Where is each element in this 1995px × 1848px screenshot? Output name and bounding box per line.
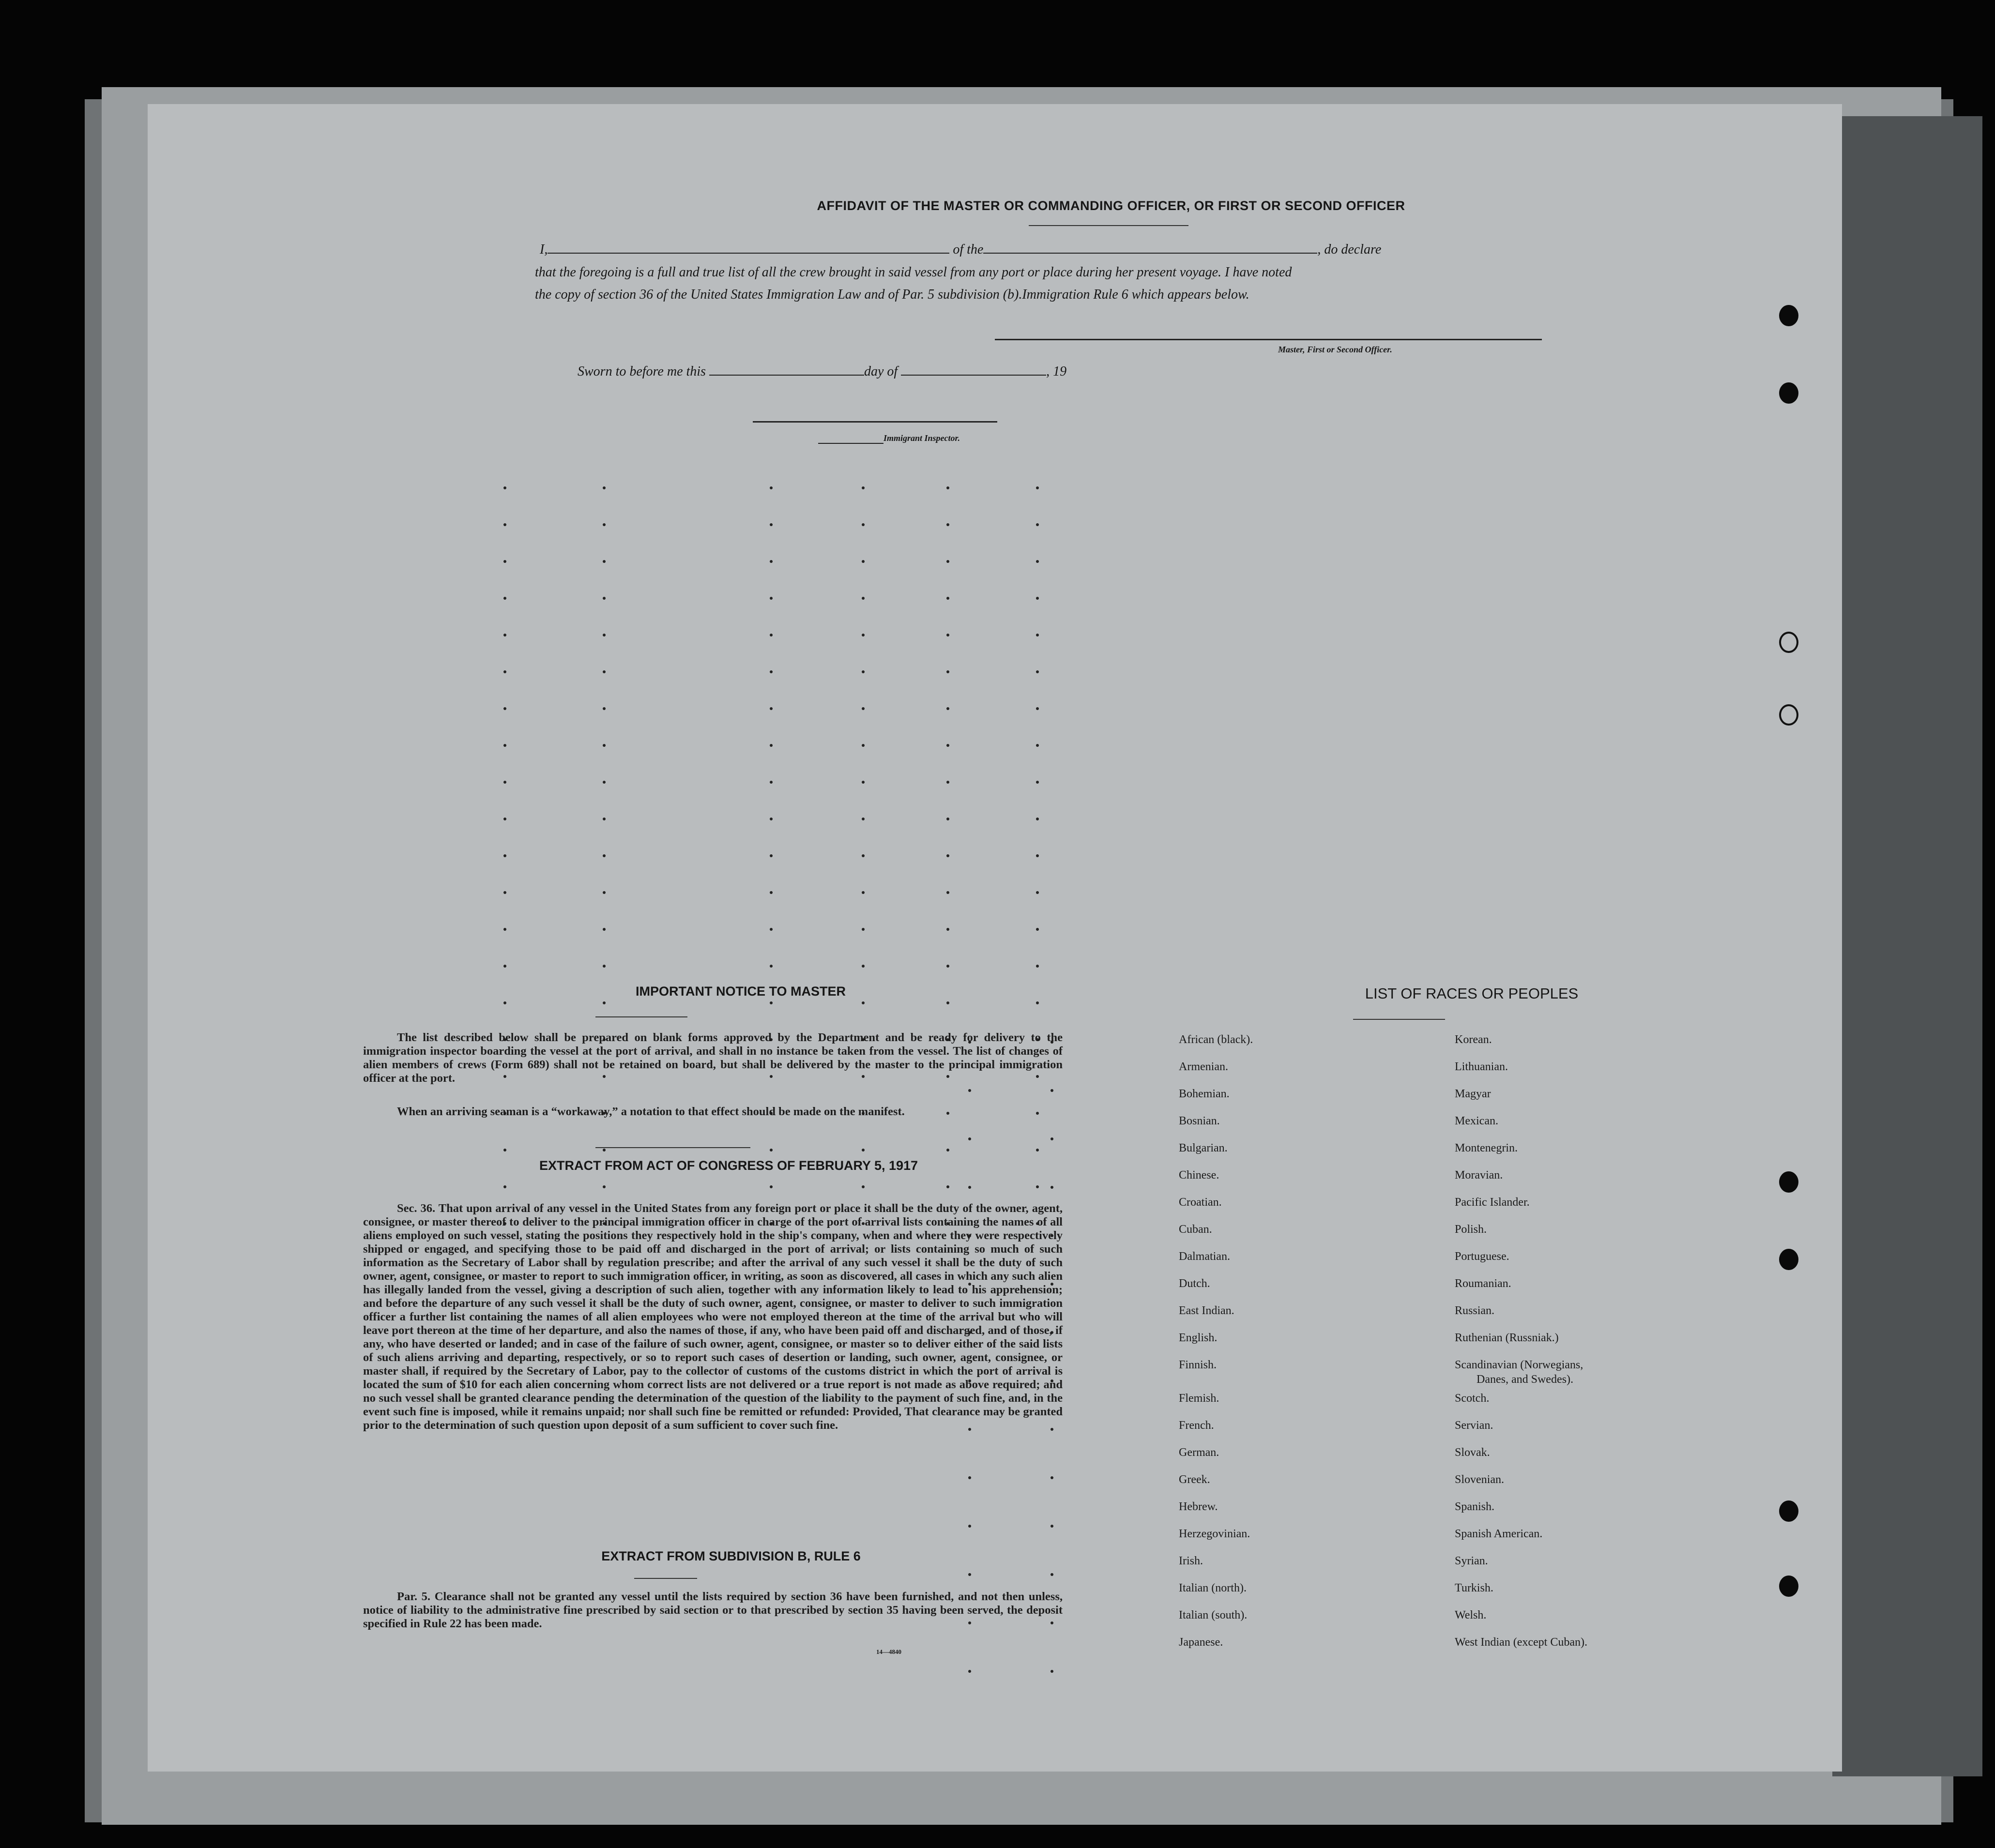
ruled-dot — [503, 965, 506, 968]
ruled-dot — [770, 597, 773, 600]
punch-hole — [1779, 1575, 1798, 1597]
ruled-dot — [946, 597, 949, 600]
ruled-dot — [862, 781, 865, 784]
race-african-black: African (black). — [1179, 1033, 1253, 1046]
ruled-dot — [968, 1089, 971, 1092]
ruled-dot — [503, 707, 506, 710]
race-irish: Irish. — [1179, 1555, 1203, 1567]
ruled-dot — [1051, 1670, 1053, 1673]
declaration-line — [540, 242, 1381, 258]
form-number: 14—4840 — [876, 1648, 901, 1655]
sworn-line — [578, 364, 1066, 379]
month-blank[interactable] — [901, 364, 1046, 376]
race-east-indian: East Indian. — [1179, 1304, 1234, 1317]
ruled-dot — [770, 634, 773, 636]
ruled-dot — [503, 1001, 506, 1004]
race-japanese: Japanese. — [1179, 1636, 1223, 1649]
ruled-dot — [603, 965, 606, 968]
ruled-dot — [946, 1185, 949, 1188]
ruled-dot — [946, 1149, 949, 1151]
ruled-dot — [862, 523, 865, 526]
ruled-dot — [603, 1185, 606, 1188]
ruled-dot — [603, 560, 606, 563]
act-section-36: Sec. 36. That upon arrival of any vessel in the United States from any foreign port or place it shall be the duty of the owner, agent, consignee, or master thereof to deliver to the principal immigration officer in charge of the port of arrival lists containing the names of all aliens employed on such vessel, stating the positions they respectively hold in the ship's company, when and where they were respectively shipped or engaged, and specifying those to be paid off and discharged in the port of arrival; or lists containing so much of such information as the Secretary of Labor shall by regulation prescribe; and after the arrival of any such vessel it shall be the duty of such owner, agent, consignee, or master to report to such immigration officer, in writing, as soon as discovered, all cases in which any such alien has illegally landed from the vessel, giving a description of such alien, together with any information likely to lead to his apprehension; and before the departure of any such vessel it shall be the duty of such owner, agent, consignee, or master to deliver to such immigration officer a further list containing the names of all alien employees who were not employed thereon at the time of the arrival but who will leave port thereon at the time of her departure, and also the names of those, if any, who have been paid off and discharged, and of those, if any, who have deserted or landed; and in case of the failure of such owner, agent, consignee, or master so to deliver either of the said lists of such aliens arriving and departing, respectively, or so to report such cases of desertion or landing, such owner, agent, consignee, or master shall, if required by the Secretary of Labor, pay to the collector of customs of the customs district in which the port of arrival is located the sum of $10 for each alien concerning whom correct lists are not delivered or a true report is not made as above required; and no such vessel shall be granted clearance pending the determination of the question of the liability to the payment of such fine, and, in the event such fine is imposed, while it remains unpaid; nor shall such fine be remitted or refunded: Provided, That clearance may be granted prior to the determination of such question upon deposit of a sum sufficient to cover such fine. — [363, 1202, 1063, 1432]
ruled-dot — [862, 670, 865, 673]
title-rule — [1029, 225, 1188, 226]
ruled-dot — [862, 1185, 865, 1188]
punch-hole — [1779, 704, 1798, 726]
ruled-dot — [603, 818, 606, 820]
race-german: German. — [1179, 1446, 1219, 1459]
race-spanish-american: Spanish American. — [1455, 1528, 1543, 1540]
ruled-dot — [1051, 1089, 1053, 1092]
race-herzegovinian: Herzegovinian. — [1179, 1528, 1250, 1540]
ruled-dot — [770, 928, 773, 931]
ruled-dot — [862, 818, 865, 820]
ruled-dot — [603, 744, 606, 747]
ruled-dot — [862, 1149, 865, 1151]
ruled-dot — [968, 1186, 971, 1189]
race-ruthenian-russniak: Ruthenian (Russniak.) — [1455, 1332, 1559, 1344]
ruled-dot — [862, 965, 865, 968]
race-korean: Korean. — [1455, 1033, 1492, 1046]
ruled-dot — [503, 523, 506, 526]
ruled-dot — [1036, 818, 1039, 820]
ruled-dot — [603, 1149, 606, 1151]
ruled-dot — [862, 744, 865, 747]
ruled-dot — [968, 1476, 971, 1479]
declarant-prefix: I, — [540, 242, 548, 257]
inspector-label: Immigrant Inspector. — [883, 433, 960, 443]
of-the-label: of the — [953, 242, 984, 257]
ruled-dot — [770, 523, 773, 526]
ruled-dot — [503, 1185, 506, 1188]
rule-rule — [634, 1578, 697, 1579]
race-french: French. — [1179, 1419, 1214, 1432]
ruled-dot — [503, 1149, 506, 1151]
race-moravian: Moravian. — [1455, 1169, 1503, 1182]
ruled-dot — [603, 597, 606, 600]
ruled-dot — [946, 744, 949, 747]
ruled-dot — [862, 486, 865, 489]
year-label: , 19 — [1046, 364, 1067, 379]
declaration-text-2: the copy of section 36 of the United States Immigration Law and of Par. 5 subdivision (b).Immigration Rule 6 which appears below. — [535, 287, 1249, 302]
ruled-dot — [770, 781, 773, 784]
ruled-dot — [946, 928, 949, 931]
ruled-dot — [946, 486, 949, 489]
ruled-dot — [946, 818, 949, 820]
race-finnish: Finnish. — [1179, 1359, 1217, 1371]
race-flemish: Flemish. — [1179, 1392, 1219, 1405]
ruled-dot — [503, 818, 506, 820]
ruled-dot — [603, 1001, 606, 1004]
ruled-dot — [770, 891, 773, 894]
race-italian-south: Italian (south). — [1179, 1609, 1248, 1621]
document-page — [148, 104, 1842, 1772]
race-croatian: Croatian. — [1179, 1196, 1222, 1209]
ruled-dot — [503, 854, 506, 857]
ruled-dot — [1036, 670, 1039, 673]
ruled-dot — [603, 854, 606, 857]
race-english: English. — [1179, 1332, 1218, 1344]
ruled-dot — [862, 597, 865, 600]
ruled-dot — [503, 634, 506, 636]
ruled-dot — [603, 486, 606, 489]
ruled-dot — [1036, 744, 1039, 747]
signature-label: Master, First or Second Officer. — [1278, 345, 1392, 354]
ruled-dot — [503, 781, 506, 784]
punch-hole — [1779, 1171, 1798, 1193]
ruled-dot — [1051, 1573, 1053, 1576]
ruled-dot — [603, 670, 606, 673]
race-dalmatian: Dalmatian. — [1179, 1250, 1230, 1263]
ruled-dot — [1036, 486, 1039, 489]
punch-hole — [1779, 382, 1798, 404]
ruled-dot — [946, 781, 949, 784]
declare-label: , do declare — [1317, 242, 1382, 257]
ruled-dot — [503, 891, 506, 894]
ruled-dot — [1051, 1525, 1053, 1528]
ruled-dot — [503, 928, 506, 931]
ruled-dot — [770, 1001, 773, 1004]
race-cuban: Cuban. — [1179, 1223, 1212, 1236]
race-lithuanian: Lithuanian. — [1455, 1060, 1508, 1073]
ruled-dot — [946, 1001, 949, 1004]
ruled-dot — [1036, 965, 1039, 968]
ruled-dot — [1036, 781, 1039, 784]
ruled-dot — [946, 891, 949, 894]
ruled-dot — [968, 1525, 971, 1528]
race-bulgarian: Bulgarian. — [1179, 1142, 1228, 1154]
ruled-dot — [946, 965, 949, 968]
ruled-dot — [603, 707, 606, 710]
race-scandinavian-continuation: Danes, and Swedes). — [1477, 1373, 1573, 1386]
race-slovak: Slovak. — [1455, 1446, 1490, 1459]
race-russian: Russian. — [1455, 1304, 1495, 1317]
ruled-dot — [968, 1137, 971, 1140]
race-west-indian-except-cuban: West Indian (except Cuban). — [1455, 1636, 1587, 1649]
race-chinese: Chinese. — [1179, 1169, 1219, 1182]
inspector-rule — [818, 443, 883, 444]
race-portuguese: Portuguese. — [1455, 1250, 1509, 1263]
punch-hole — [1779, 305, 1798, 326]
rule-paragraph: Par. 5. Clearance shall not be granted any vessel until the lists required by section 36 have been furnished, and not then unless, notice of liability to the administrative fine prescribed by said section or to that prescribed by section 35 having been served, the deposit specified in Rule 22 has been made. — [363, 1590, 1063, 1630]
ruled-dot — [770, 1185, 773, 1188]
ruled-dot — [1036, 597, 1039, 600]
race-armenian: Armenian. — [1179, 1060, 1228, 1073]
punch-hole — [1779, 1249, 1798, 1270]
race-magyar: Magyar — [1455, 1088, 1491, 1100]
race-dutch: Dutch. — [1179, 1277, 1210, 1290]
ruled-dot — [503, 560, 506, 563]
ruled-dot — [603, 634, 606, 636]
ruled-dot — [1036, 891, 1039, 894]
act-top-rule — [595, 1147, 750, 1148]
ruled-dot — [1036, 928, 1039, 931]
day-of-label: day of — [864, 364, 898, 379]
ruled-dot — [1036, 707, 1039, 710]
race-turkish: Turkish. — [1455, 1582, 1493, 1594]
ruled-dot — [770, 486, 773, 489]
ruled-dot — [770, 670, 773, 673]
races-rule — [1353, 1019, 1445, 1020]
races-title: LIST OF RACES OR PEOPLES — [1365, 985, 1579, 1002]
race-greek: Greek. — [1179, 1473, 1210, 1486]
notice-paragraph-2: When an arriving seaman is a “workaway,” a notation to that effect should be made on the manifest. — [397, 1105, 905, 1118]
ruled-dot — [603, 781, 606, 784]
declaration-text-1: that the foregoing is a full and true list of all the crew brought in said vessel from any port or place during her present voyage. I have noted — [535, 265, 1292, 280]
signature-line[interactable] — [995, 339, 1542, 340]
ruled-dot — [946, 670, 949, 673]
ruled-dot — [968, 1573, 971, 1576]
ruled-dot — [862, 634, 865, 636]
ruled-dot — [603, 523, 606, 526]
notice-title: IMPORTANT NOTICE TO MASTER — [636, 984, 846, 999]
race-bohemian: Bohemian. — [1179, 1088, 1230, 1100]
punch-hole — [1779, 632, 1798, 653]
ruled-dot — [1051, 1476, 1053, 1479]
ruled-dot — [503, 670, 506, 673]
race-roumanian: Roumanian. — [1455, 1277, 1511, 1290]
ruled-dot — [862, 707, 865, 710]
race-pacific-islander: Pacific Islander. — [1455, 1196, 1530, 1209]
race-italian-north: Italian (north). — [1179, 1582, 1247, 1594]
race-syrian: Syrian. — [1455, 1555, 1488, 1567]
ruled-dot — [1036, 1149, 1039, 1151]
notice-paragraph-1: The list described below shall be prepared on blank forms approved by the Department and be ready for delivery to the immigration inspector boarding the vessel at the port of arrival, and shall in no instance be taken from the vessel. The list of changes of alien members of crews (Form 689) shall not be retained on board, but shall be delivered by the master to the principal immigration officer at the port. — [363, 1031, 1063, 1085]
ruled-dot — [503, 597, 506, 600]
ruled-dot — [770, 854, 773, 857]
race-servian: Servian. — [1455, 1419, 1493, 1432]
ruled-dot — [862, 928, 865, 931]
ruled-dot — [946, 634, 949, 636]
race-scotch: Scotch. — [1455, 1392, 1490, 1405]
sworn-prefix: Sworn to before me this — [578, 364, 706, 379]
ruled-dot — [770, 818, 773, 820]
ruled-dot — [946, 854, 949, 857]
vessel-blank[interactable] — [983, 242, 1317, 254]
ruled-dot — [968, 1670, 971, 1673]
ruled-dot — [862, 854, 865, 857]
ruled-dot — [1036, 634, 1039, 636]
affidavit-title: AFFIDAVIT OF THE MASTER OR COMMANDING OFFICER, OR FIRST OR SECOND OFFICER — [817, 198, 1405, 213]
name-blank[interactable] — [548, 242, 949, 254]
race-welsh: Welsh. — [1455, 1609, 1487, 1621]
ruled-dot — [1051, 1186, 1053, 1189]
ruled-dot — [770, 744, 773, 747]
race-mexican: Mexican. — [1455, 1115, 1498, 1127]
ruled-dot — [946, 560, 949, 563]
rule-title: EXTRACT FROM SUBDIVISION B, RULE 6 — [601, 1549, 861, 1563]
ruled-dot — [603, 891, 606, 894]
ruled-dot — [862, 560, 865, 563]
race-hebrew: Hebrew. — [1179, 1500, 1218, 1513]
ruled-dot — [503, 744, 506, 747]
notice-rule — [595, 1016, 687, 1017]
race-slovenian: Slovenian. — [1455, 1473, 1504, 1486]
ruled-dot — [770, 560, 773, 563]
ruled-dot — [503, 486, 506, 489]
page-edge — [1832, 116, 1982, 1776]
ruled-dot — [1036, 523, 1039, 526]
ruled-dot — [1036, 854, 1039, 857]
punch-hole — [1779, 1500, 1798, 1522]
ruled-dot — [770, 707, 773, 710]
ruled-dot — [946, 523, 949, 526]
race-montenegrin: Montenegrin. — [1455, 1142, 1518, 1154]
ruled-dot — [946, 707, 949, 710]
ruled-dot — [1036, 1001, 1039, 1004]
inspector-signature-line[interactable] — [753, 421, 997, 423]
ruled-dot — [1051, 1137, 1053, 1140]
ruled-dot — [603, 928, 606, 931]
ruled-dot — [770, 1149, 773, 1151]
ruled-dot — [862, 1001, 865, 1004]
ruled-dot — [862, 891, 865, 894]
ruled-dot — [770, 965, 773, 968]
ruled-dot — [1036, 560, 1039, 563]
race-spanish: Spanish. — [1455, 1500, 1495, 1513]
race-scandinavian-norwegians: Scandinavian (Norwegians, — [1455, 1359, 1584, 1371]
ruled-dot — [1036, 1185, 1039, 1188]
act-title: EXTRACT FROM ACT OF CONGRESS OF FEBRUARY 5, 1917 — [539, 1158, 918, 1173]
day-blank[interactable] — [709, 364, 864, 376]
race-polish: Polish. — [1455, 1223, 1487, 1236]
race-bosnian: Bosnian. — [1179, 1115, 1220, 1127]
